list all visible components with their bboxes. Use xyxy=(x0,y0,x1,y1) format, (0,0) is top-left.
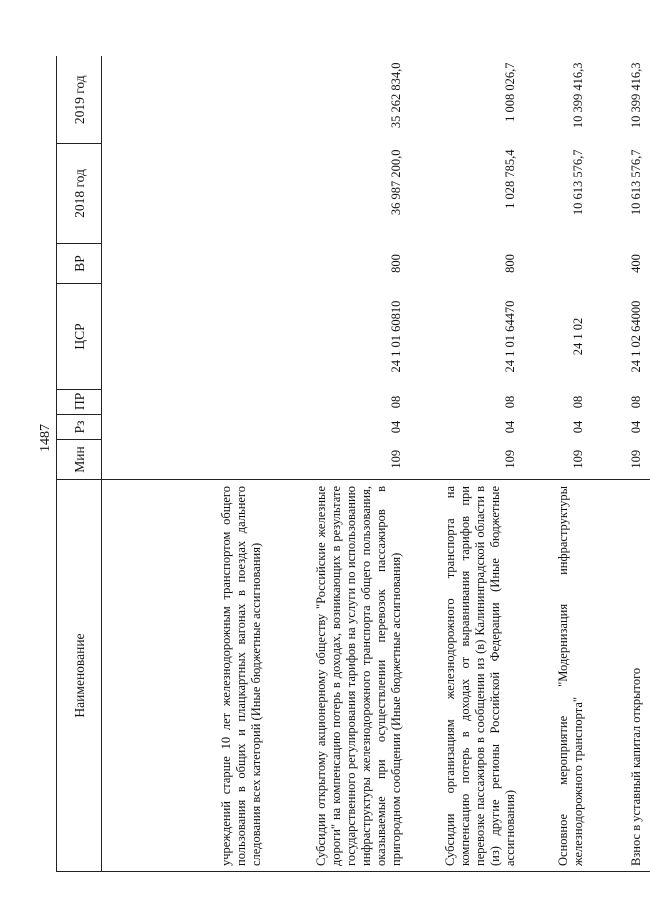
table-row xyxy=(524,57,592,872)
row-rz: 04 xyxy=(389,420,403,434)
row-csr xyxy=(102,284,271,390)
row-pr: 08 xyxy=(629,395,643,409)
header-year-2019: 2019 год xyxy=(57,57,102,144)
row-name: учреждений старше 10 лет железнодорожным транспортом общего пользования в общих и плацкартных вагонах в поездах дальнего следования всех категорий (Иные бюджетные ассигнования) xyxy=(102,480,271,872)
header-year-2018: 2018 год xyxy=(57,144,102,244)
header-min: Мин xyxy=(57,440,102,480)
row-amount-2019: 1 008 026,7 xyxy=(503,62,517,122)
header-name: Наименование xyxy=(57,480,102,872)
row-min: 109 xyxy=(571,449,585,469)
row-amount-2019: 10 399 416,3 xyxy=(629,62,643,129)
row-min: 109 xyxy=(389,449,403,469)
row-vr xyxy=(524,244,592,284)
row-rz: 04 xyxy=(503,420,517,434)
table-row xyxy=(102,57,271,872)
row-amount-2018: 1 028 785,4 xyxy=(503,149,517,209)
row-amount-2019 xyxy=(102,57,271,144)
row-csr: 24 1 01 64470 xyxy=(503,300,517,373)
row-name: Субсидии организациям железнодорожного транспорта на компенсацию потерь в доходах от выравнивания тарифов при перевозке пассажиров в сообщении из (в) Калининградской области в (из) другие регионы Российской Федерации (Иные бюджетные ассигнования) xyxy=(410,480,524,872)
row-vr: 800 xyxy=(389,254,403,273)
row-pr: 08 xyxy=(503,395,517,409)
row-amount-2018 xyxy=(102,144,271,244)
row-csr: 24 1 02 xyxy=(571,317,585,356)
row-amount-2018: 10 613 576,7 xyxy=(571,149,585,216)
row-min: 109 xyxy=(503,449,517,469)
table-row xyxy=(410,57,524,872)
table-row xyxy=(592,57,650,872)
row-csr: 24 1 02 64000 xyxy=(629,300,643,373)
row-csr: 24 1 01 60810 xyxy=(389,300,403,373)
header-vr: ВР xyxy=(57,244,102,284)
row-min xyxy=(102,440,271,480)
row-pr: 08 xyxy=(571,395,585,409)
header-pr: ПР xyxy=(57,390,102,415)
row-name: Взнос в уставный капитал открытого xyxy=(592,480,650,872)
row-rz: 04 xyxy=(629,420,643,434)
header-csr: ЦСР xyxy=(57,284,102,390)
row-amount-2019: 35 262 834,0 xyxy=(389,62,403,129)
row-pr: 08 xyxy=(389,395,403,409)
row-rz: 04 xyxy=(571,420,585,434)
page-number: 1487 xyxy=(38,424,53,452)
row-vr: 400 xyxy=(629,254,643,273)
row-amount-2019: 10 399 416,3 xyxy=(571,62,585,129)
table-header-row xyxy=(57,57,102,872)
budget-table xyxy=(56,57,650,873)
row-name: Субсидии открытому акционерному обществу "Российские железные дороги" на компенсацию потерь в доходах, возникающих в результате государственного регулирования тарифов на услуги по использованию инфраструктуры железнодорожного транспорта общего пользования, оказываемые при осуществлении перевозок пассажиров в пригородном сообщении (Иные бюджетные ассигнования) xyxy=(270,480,410,872)
table-row xyxy=(270,57,410,872)
row-amount-2018: 36 987 200,0 xyxy=(389,149,403,216)
row-vr xyxy=(102,244,271,284)
budget-table-container xyxy=(56,57,643,872)
header-rz: Рз xyxy=(57,415,102,440)
row-pr xyxy=(102,390,271,415)
row-min: 109 xyxy=(629,449,643,469)
row-amount-2018: 10 613 576,7 xyxy=(629,149,643,216)
row-vr: 800 xyxy=(503,254,517,273)
row-name: Основное мероприятие "Модернизация инфраструктуры железнодорожного транспорта" xyxy=(524,480,592,872)
row-rz xyxy=(102,415,271,440)
